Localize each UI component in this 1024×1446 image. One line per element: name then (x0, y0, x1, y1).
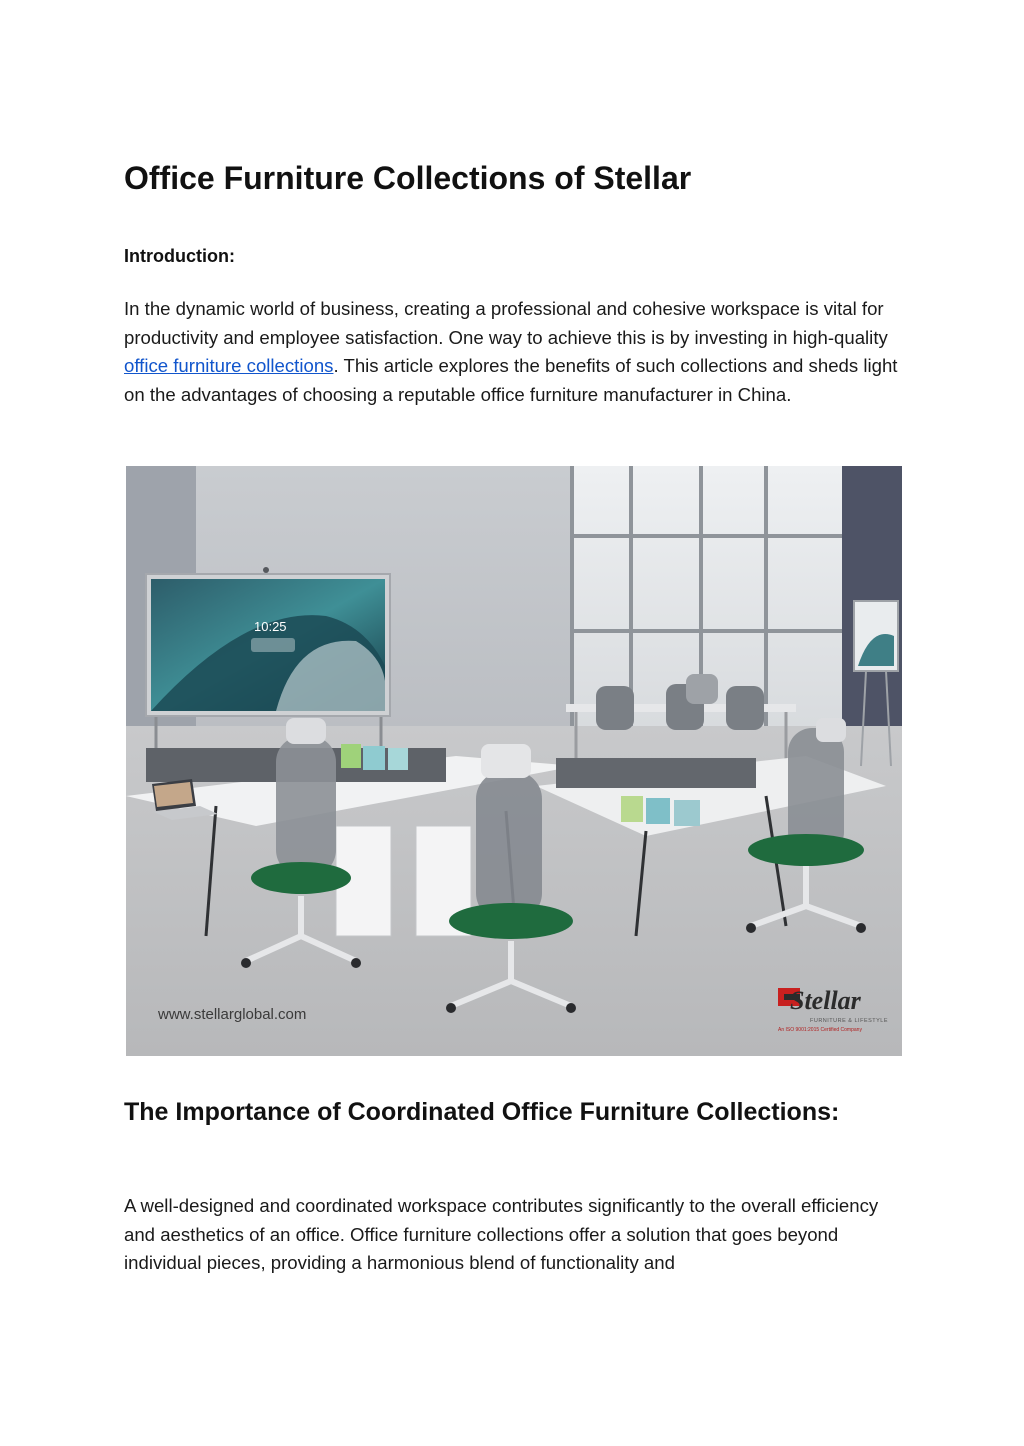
page-title: Office Furniture Collections of Stellar (124, 160, 692, 196)
office-furniture-photo (126, 466, 902, 1056)
intro-heading: Introduction: (124, 246, 235, 266)
office-scene-illustration (126, 466, 902, 1056)
brand-tagline: FURNITURE & LIFESTYLE (810, 1018, 889, 1024)
intro-text-start: In the dynamic world of business, creating a professional and cohesive workspace is vital for productivity and employee satisfaction. One way to achieve this is by investing in high-quality (124, 298, 888, 348)
section-paragraph: A well-designed and coordinated workspace contributes significantly to the overall efficiency and aesthetics of an office. Office furniture collections offer a solution that goes beyond individual pieces, providing a harmonious blend of functionality and (124, 1195, 879, 1273)
intro-paragraph (124, 295, 914, 409)
brand-logo-text: Stellar (790, 986, 861, 1015)
office-furniture-collections-link[interactable]: office furniture collections (124, 355, 334, 376)
section-heading: The Importance of Coordinated Office Furniture Collections: (124, 1098, 840, 1126)
brand-certification: An ISO 9001:2015 Certified Company (778, 1027, 862, 1033)
website-watermark: www.stellarglobal.com (158, 1006, 307, 1023)
screen-clock: 10:25 (254, 619, 287, 634)
intro-text-end: . This article explores the benefits of such collections and sheds light on the advantages of choosing a reputable office furniture manufacturer in China. (124, 355, 898, 405)
